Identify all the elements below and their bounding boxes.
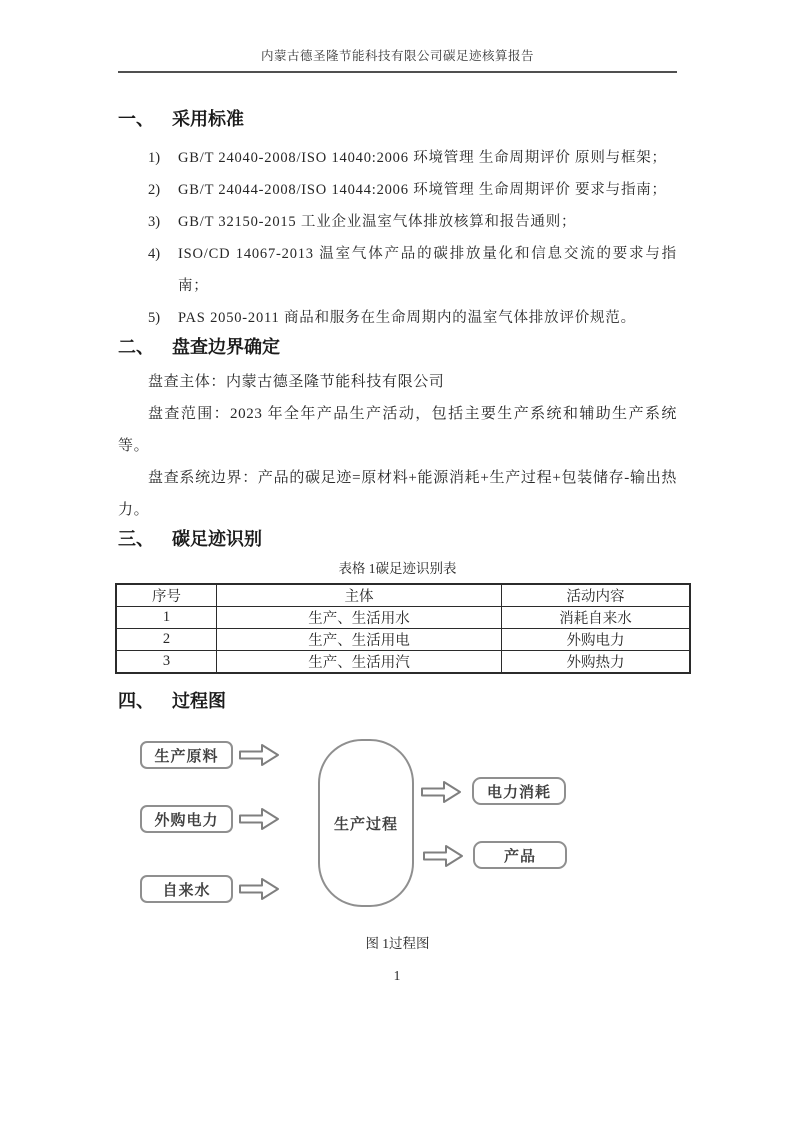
section-title: 碳足迹识别 bbox=[172, 529, 262, 549]
boundary-system-paragraph: 盘查系统边界：产品的碳足迹=原材料+能源消耗+生产过程+包装储存-输出热力。 bbox=[118, 470, 677, 518]
section-number: 四、 bbox=[118, 691, 154, 711]
list-item bbox=[118, 206, 677, 238]
running-header-title: 内蒙古德圣隆节能科技有限公司碳足迹核算报告 bbox=[260, 49, 534, 63]
list-item bbox=[118, 142, 677, 174]
section-number: 二、 bbox=[118, 337, 154, 357]
input-node-raw-materials: 生产原料 bbox=[140, 741, 233, 769]
running-header bbox=[118, 46, 677, 73]
process-flow-diagram bbox=[0, 727, 794, 927]
table-cell: 2 bbox=[116, 629, 217, 651]
input-node-purchased-electricity: 外购电力 bbox=[140, 805, 233, 833]
list-item bbox=[118, 238, 677, 302]
list-item bbox=[118, 174, 677, 206]
section-number: 一、 bbox=[118, 109, 154, 129]
footprint-table bbox=[115, 583, 691, 674]
table-cell: 外购热力 bbox=[502, 651, 691, 674]
list-item-text: GB/T 32150-2015 工业企业温室气体排放核算和报告通则； bbox=[178, 214, 577, 230]
boundary-scope-paragraph: 盘查范围：2023 年全年产品生产活动，包括主要生产系统和辅助生产系统等。 bbox=[118, 406, 677, 454]
column-header: 活动内容 bbox=[502, 584, 691, 607]
list-item-number: 1) bbox=[148, 150, 161, 166]
section-heading-footprint-id bbox=[118, 528, 677, 550]
page-number: 1 bbox=[393, 968, 401, 983]
list-item-text: ISO/CD 14067-2013 温室气体产品的碳排放量化和信息交流的要求与指南； bbox=[178, 246, 677, 294]
table-cell: 生产、生活用水 bbox=[217, 607, 502, 629]
list-item-number: 2) bbox=[148, 182, 161, 198]
boundary-subject-paragraph: 盘查主体：内蒙古德圣隆节能科技有限公司 bbox=[148, 374, 445, 390]
flow-arrow-icon bbox=[238, 806, 280, 832]
flow-arrow-icon bbox=[422, 843, 464, 869]
input-node-tap-water: 自来水 bbox=[140, 875, 233, 903]
list-item-number: 3) bbox=[148, 214, 161, 230]
column-header: 主体 bbox=[217, 584, 502, 607]
table-cell: 生产、生活用电 bbox=[217, 629, 502, 651]
list-item bbox=[118, 302, 677, 334]
table-row bbox=[116, 629, 690, 651]
section-number: 三、 bbox=[118, 529, 154, 549]
standards-list bbox=[118, 142, 677, 334]
table-cell: 消耗自来水 bbox=[502, 607, 691, 629]
output-node-product: 产品 bbox=[473, 841, 567, 869]
flow-arrow-icon bbox=[420, 779, 462, 805]
section-heading-standards bbox=[118, 108, 677, 130]
flow-arrow-icon bbox=[238, 742, 280, 768]
table-caption: 表格 1碳足迹识别表 bbox=[338, 561, 457, 576]
column-header: 序号 bbox=[116, 584, 217, 607]
section-heading-boundary bbox=[118, 336, 677, 358]
section-title: 采用标准 bbox=[172, 109, 244, 129]
list-item-number: 5) bbox=[148, 310, 161, 326]
table-row bbox=[116, 651, 690, 674]
list-item-text: PAS 2050-2011 商品和服务在生命周期内的温室气体排放评价规范。 bbox=[178, 310, 636, 326]
table-cell: 1 bbox=[116, 607, 217, 629]
output-node-electricity-consumption: 电力消耗 bbox=[472, 777, 566, 805]
table-row bbox=[116, 607, 690, 629]
list-item-number: 4) bbox=[148, 246, 161, 262]
section-heading-process-diagram bbox=[118, 690, 677, 712]
table-cell: 生产、生活用汽 bbox=[217, 651, 502, 674]
section-title: 过程图 bbox=[172, 691, 226, 711]
process-node-production: 生产过程 bbox=[318, 739, 414, 907]
table-header-row bbox=[116, 584, 690, 607]
figure-caption: 图 1过程图 bbox=[365, 936, 430, 951]
flow-arrow-icon bbox=[238, 876, 280, 902]
section-title: 盘查边界确定 bbox=[172, 337, 280, 357]
list-item-text: GB/T 24044-2008/ISO 14044:2006 环境管理 生命周期评价 要求与指南； bbox=[178, 182, 667, 198]
list-item-text: GB/T 24040-2008/ISO 14040:2006 环境管理 生命周期评价 原则与框架； bbox=[178, 150, 667, 166]
table-cell: 3 bbox=[116, 651, 217, 674]
table-cell: 外购电力 bbox=[502, 629, 691, 651]
